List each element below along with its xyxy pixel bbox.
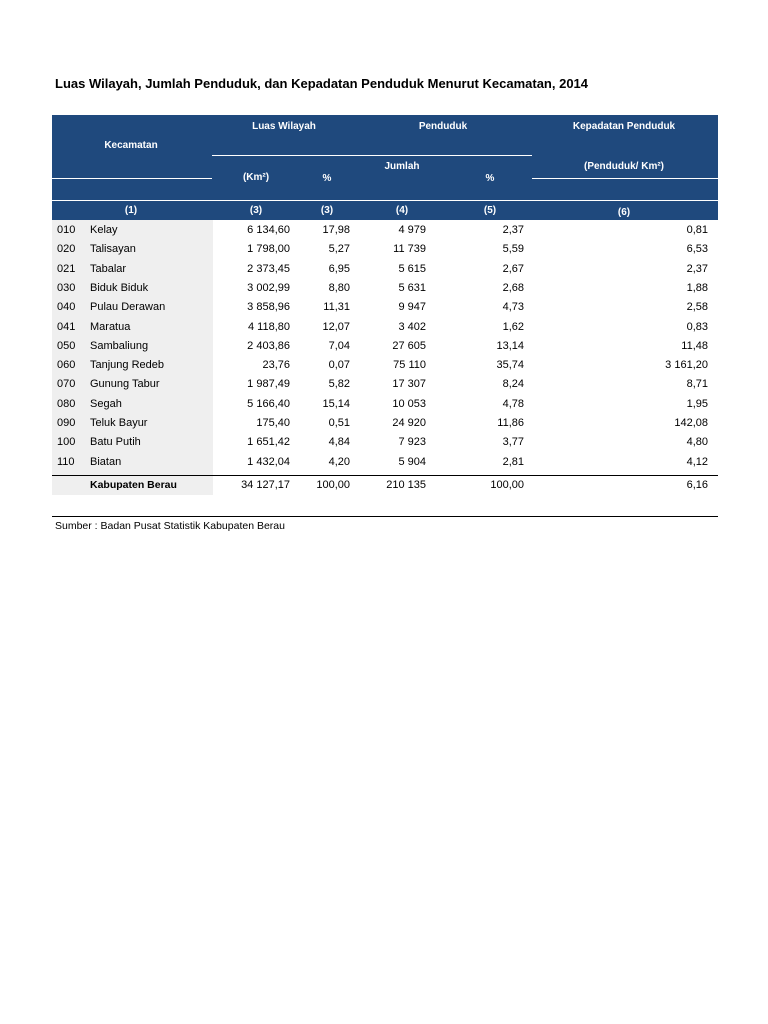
total-row — [52, 476, 718, 495]
row-luas: 3 002,99 — [247, 281, 290, 294]
col-num: (3) — [320, 205, 334, 216]
table-row — [52, 375, 718, 394]
row-luas: 23,76 — [262, 359, 290, 372]
header-luas-wilayah: Luas Wilayah — [252, 121, 316, 132]
row-jumlah-pct: 35,74 — [496, 359, 524, 372]
row-jumlah: 7 923 — [398, 436, 426, 449]
row-code: 030 — [57, 281, 76, 294]
row-jumlah-pct: 1,62 — [502, 320, 524, 333]
row-code: 041 — [57, 320, 76, 333]
row-luas-pct: 8,80 — [328, 281, 350, 294]
header-kepadatan: Kepadatan Penduduk — [572, 121, 676, 132]
row-kepadatan: 4,12 — [686, 455, 708, 468]
row-jumlah: 10 053 — [392, 397, 426, 410]
row-name: Batu Putih — [90, 436, 141, 449]
row-name: Tanjung Redeb — [90, 359, 165, 372]
row-luas: 2 373,45 — [247, 262, 290, 275]
row-name: Segah — [90, 397, 122, 410]
total-luas-pct: 100,00 — [316, 479, 350, 491]
row-name: Kelay — [90, 224, 118, 236]
row-jumlah: 4 979 — [398, 224, 426, 236]
footer-divider — [52, 516, 718, 517]
source-note: Sumber : Badan Pusat Statistik Kabupaten Berau — [55, 520, 285, 532]
row-luas: 2 403,86 — [247, 339, 290, 352]
table-row — [52, 414, 718, 433]
row-luas-pct: 7,04 — [328, 339, 350, 352]
row-luas-pct: 5,27 — [328, 243, 350, 256]
row-kepadatan: 6,53 — [686, 243, 708, 256]
row-name: Tabalar — [90, 262, 127, 275]
table-row — [52, 433, 718, 452]
row-name: Talisayan — [90, 243, 136, 256]
table-header — [52, 115, 718, 220]
row-jumlah-pct: 2,67 — [502, 262, 524, 275]
header-luas-pct: % — [322, 173, 332, 184]
table-row — [52, 260, 718, 279]
header-divider — [52, 178, 212, 179]
row-jumlah-pct: 2,37 — [502, 224, 524, 236]
row-luas-pct: 15,14 — [322, 397, 350, 410]
row-jumlah: 5 631 — [398, 281, 426, 294]
row-name: Pulau Derawan — [90, 301, 166, 314]
row-kepadatan: 2,37 — [686, 262, 708, 275]
row-code: 010 — [57, 224, 76, 236]
row-jumlah: 5 615 — [398, 262, 426, 275]
row-kepadatan: 8,71 — [686, 378, 708, 391]
row-code: 110 — [57, 455, 75, 468]
row-jumlah: 27 605 — [392, 339, 426, 352]
col-num: (4) — [395, 205, 409, 216]
row-luas-pct: 4,20 — [328, 455, 350, 468]
table-row — [52, 298, 718, 317]
row-luas-pct: 12,07 — [322, 320, 350, 333]
table-row — [52, 279, 718, 298]
row-luas: 1 798,00 — [247, 243, 290, 256]
row-luas-pct: 11,31 — [323, 301, 350, 314]
col-num: (5) — [483, 205, 497, 216]
row-luas-pct: 0,07 — [328, 359, 350, 372]
row-jumlah-pct: 2,81 — [502, 455, 524, 468]
row-luas-pct: 17,98 — [322, 224, 350, 236]
row-code: 020 — [57, 243, 76, 256]
row-kepadatan: 1,95 — [686, 397, 708, 410]
total-luas: 34 127,17 — [241, 479, 290, 491]
row-jumlah: 75 110 — [393, 359, 426, 372]
row-name: Sambaliung — [90, 339, 149, 352]
row-code: 060 — [57, 359, 76, 372]
row-code: 040 — [57, 301, 76, 314]
table-row — [52, 221, 718, 240]
row-kepadatan: 2,58 — [686, 301, 708, 314]
table-row — [52, 318, 718, 337]
col-num: (3) — [249, 205, 263, 216]
header-divider — [52, 200, 718, 201]
col-num: (6) — [617, 207, 631, 218]
table-row — [52, 240, 718, 259]
header-kecamatan: Kecamatan — [104, 140, 158, 151]
row-name: Biduk Biduk — [90, 281, 149, 294]
row-luas-pct: 5,82 — [328, 378, 350, 391]
row-jumlah-pct: 8,24 — [502, 378, 524, 391]
row-name: Teluk Bayur — [90, 417, 148, 429]
row-luas: 1 987,49 — [247, 378, 290, 391]
row-name: Gunung Tabur — [90, 378, 160, 391]
row-kepadatan: 0,83 — [686, 320, 708, 333]
header-jumlah: Jumlah — [384, 161, 420, 172]
row-kepadatan: 11,48 — [681, 339, 708, 352]
row-kepadatan: 4,80 — [686, 436, 708, 449]
row-name: Maratua — [90, 320, 131, 333]
row-kepadatan: 0,81 — [686, 224, 708, 236]
row-jumlah: 24 920 — [392, 417, 426, 429]
table-row — [52, 337, 718, 356]
header-kepadatan-unit: (Penduduk/ Km²) — [584, 161, 664, 172]
row-jumlah-pct: 13,14 — [496, 339, 524, 352]
table-row — [52, 356, 718, 375]
row-code: 090 — [57, 417, 76, 429]
row-luas-pct: 6,95 — [328, 262, 350, 275]
header-jumlah-pct: % — [485, 173, 495, 184]
row-luas: 175,40 — [256, 417, 290, 429]
row-kepadatan: 1,88 — [686, 281, 708, 294]
row-name: Biatan — [90, 455, 122, 468]
row-luas: 1 651,42 — [247, 436, 290, 449]
header-penduduk: Penduduk — [418, 121, 468, 132]
row-luas: 5 166,40 — [247, 397, 290, 410]
row-code: 100 — [57, 436, 76, 449]
row-jumlah: 11 739 — [393, 243, 426, 256]
row-jumlah: 9 947 — [398, 301, 426, 314]
header-divider — [532, 178, 718, 179]
header-divider — [212, 155, 532, 156]
row-jumlah-pct: 3,77 — [502, 436, 524, 449]
row-luas-pct: 4,84 — [328, 436, 350, 449]
row-code: 021 — [57, 262, 76, 275]
row-jumlah-pct: 4,78 — [502, 397, 524, 410]
row-code: 070 — [57, 378, 76, 391]
table-row — [52, 395, 718, 414]
row-kepadatan: 142,08 — [674, 417, 708, 429]
total-jumlah-pct: 100,00 — [490, 479, 524, 491]
row-luas: 1 432,04 — [247, 455, 290, 468]
row-jumlah: 5 904 — [398, 455, 426, 468]
total-name: Kabupaten Berau — [90, 479, 177, 491]
header-km2: (Km²) — [242, 172, 270, 183]
row-luas: 6 134,60 — [247, 224, 290, 236]
row-code: 050 — [57, 339, 76, 352]
row-jumlah-pct: 5,59 — [502, 243, 524, 256]
row-luas: 4 118,80 — [247, 320, 290, 333]
row-jumlah-pct: 4,73 — [502, 301, 524, 314]
row-jumlah: 3 402 — [398, 320, 426, 333]
col-num: (1) — [124, 205, 138, 216]
row-luas-pct: 0,51 — [328, 417, 350, 429]
table-title: Luas Wilayah, Jumlah Penduduk, dan Kepadatan Penduduk Menurut Kecamatan, 2014 — [55, 76, 589, 91]
table-row — [52, 453, 718, 472]
row-jumlah-pct: 2,68 — [502, 281, 524, 294]
total-jumlah: 210 135 — [386, 479, 426, 491]
row-code: 080 — [57, 397, 76, 410]
row-luas: 3 858,96 — [247, 301, 290, 314]
row-jumlah-pct: 11,86 — [497, 417, 524, 429]
row-kepadatan: 3 161,20 — [665, 359, 708, 372]
total-kepadatan: 6,16 — [686, 479, 708, 491]
row-jumlah: 17 307 — [392, 378, 426, 391]
